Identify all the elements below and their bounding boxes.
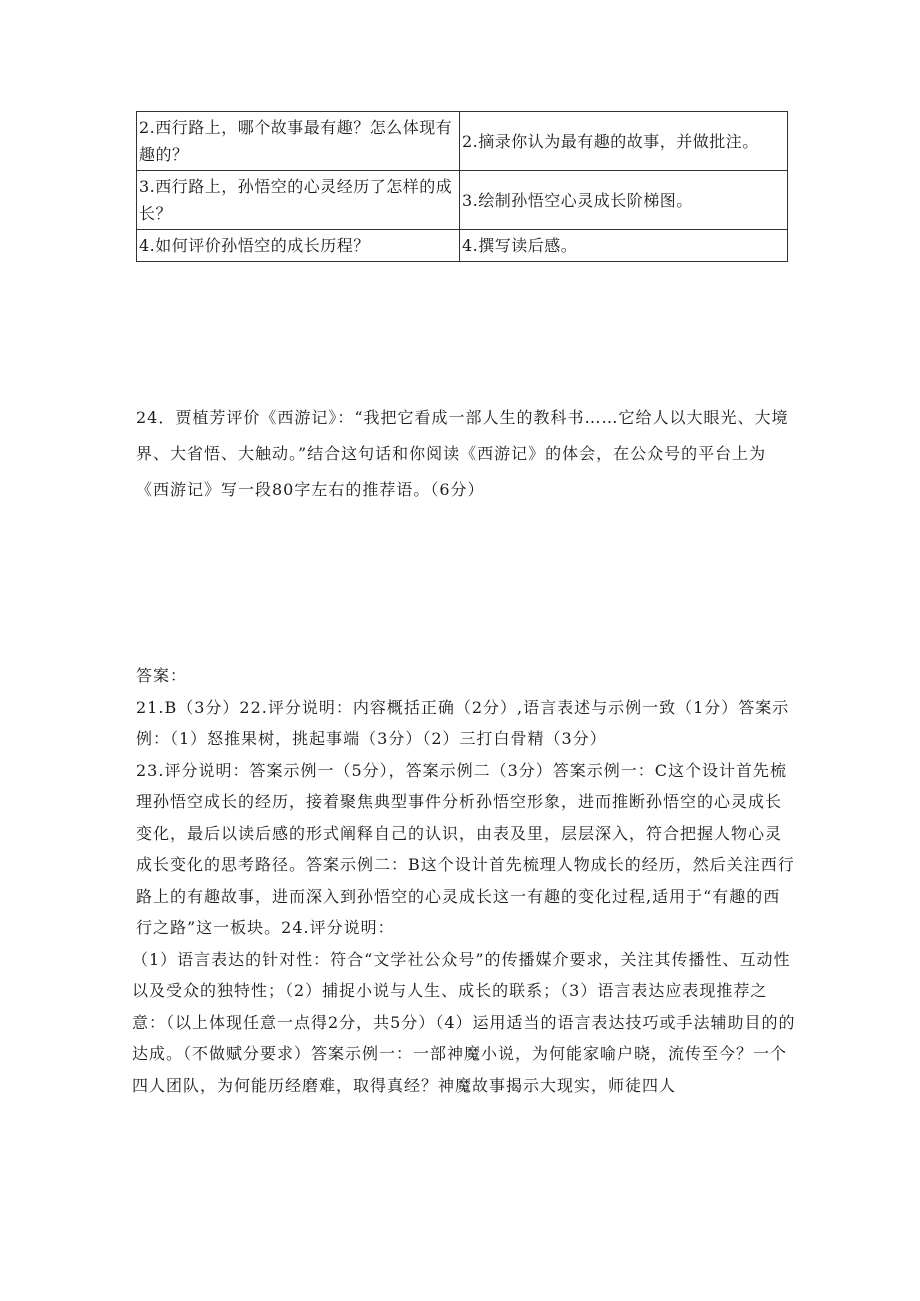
answer-paragraph-2: 23.评分说明：答案示例一（5分），答案示例二（3分）答案示例一：C这个设计首先梳理孙悟空成长的经历，接着聚焦典型事件分析孙悟空形象，进而推断孙悟空的心灵成长变化，最后以读后感的形式阐释自己的认识，由表及里，层层深入，符合把握人物心灵成长变化的思考路径。答案示例二：B这个设计首先梳理人物成长的经历，然后关注西行路上的有趣故事，进而深入到孙悟空的心灵成长这一有趣的变化过程,适用于“有趣的西行之路”这一板块。24.评分说明：	[136, 760, 795, 937]
task-cell: 4.撰写读后感。	[460, 230, 788, 262]
answer-section	[132, 660, 796, 1101]
question-24-text: 24．贾植芳评价《西游记》：“我把它看成一部人生的教科书……它给人以大眼光、大境界、大省悟、大触动。”结合这句话和你阅读《西游记》的体会，在公众号的平台上为《西游记》写一段80字左右的推荐语。（6分）	[136, 408, 789, 499]
task-cell: 2.摘录你认为最有趣的故事，并做批注。	[460, 112, 788, 171]
table-row	[137, 230, 788, 262]
table-row	[137, 171, 788, 230]
question-24	[136, 400, 792, 508]
question-cell: 2.西行路上，哪个故事最有趣？怎么体现有趣的？	[137, 112, 460, 171]
answer-heading: 答案：	[136, 666, 188, 685]
reading-plan-table	[136, 111, 788, 262]
question-cell: 4.如何评价孙悟空的成长历程？	[137, 230, 460, 262]
table-row	[137, 112, 788, 171]
question-cell: 3.西行路上，孙悟空的心灵经历了怎样的成长？	[137, 171, 460, 230]
answer-paragraph-1: 21.B（3分）22.评分说明：内容概括正确（2分）,语言表述与示例一致（1分）答案示例：（1）怒推果树，挑起事端（3分）（2）三打白骨精（3分）	[136, 697, 790, 748]
answer-paragraph-3: （1）语言表达的针对性：符合“文学社公众号”的传播媒介要求，关注其传播性、互动性以及受众的独特性；（2）捕捉小说与人生、成长的联系；（3）语言表达应表现推荐之意：（以上体现任意一点得2分，共5分）（4）运用适当的语言表达技巧或手法辅助目的的达成。（不做赋分要求）答案示例一：一部神魔小说，为何能家喻户晓，流传至今？一个四人团队，为何能历经磨难，取得真经？神魔故事揭示大现实，师徒四人	[132, 949, 796, 1095]
task-cell: 3.绘制孙悟空心灵成长阶梯图。	[460, 171, 788, 230]
